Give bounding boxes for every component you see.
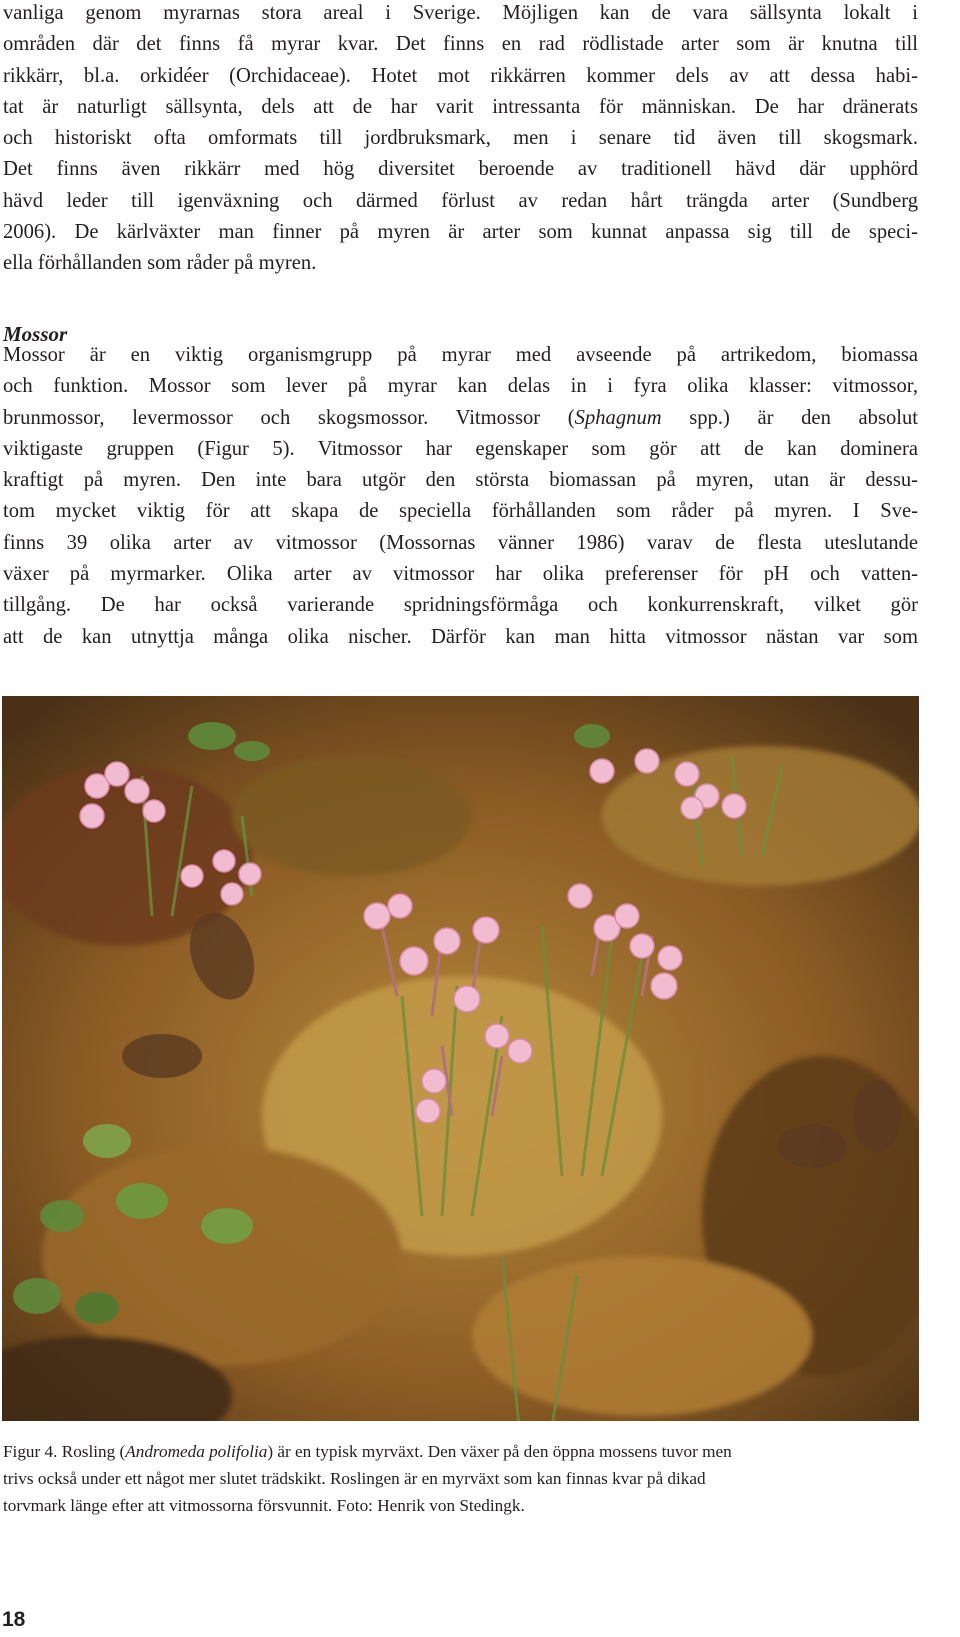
text-line: hävd leder till igenväxning och därmed förlust av redan hårt trängda arter (Sundberg: [3, 189, 918, 212]
text-line: 2006). De kärlväxter man finner på myren är arter som kunnat anpassa sig till de speci-: [3, 221, 918, 244]
body-paragraph-1: [3, 0, 918, 280]
text-line: brunmossor, levermossor och skogsmossor. Vitmossor (Sphagnum spp.) är den absolut: [3, 406, 918, 429]
text-line: finns 39 olika arter av vitmossor (Mossornas vänner 1986) varav de flesta uteslutande: [3, 531, 918, 554]
text-line: Det finns även rikkärr med hög diversitet beroende av traditionell hävd där upphörd: [3, 158, 918, 181]
figure-caption: Figur 4. Rosling (Andromeda polifolia) är en typisk myrväxt. Den växer på den öppna mossens tuvor men trivs också under ett något mer slutet trädskikt. Roslingen är en myrväxt som kan finnas kvar på dikad torvmark länge efter att vitmossorna försvunnit. Foto: Henrik von Stedingk.: [3, 1442, 732, 1515]
page-number: 18: [2, 1608, 26, 1631]
text-line: områden där det finns få myrar kvar. Det finns en rad rödlistade arter som är knutna till: [3, 33, 918, 56]
text-line: vanliga genom myrarnas stora areal i Sverige. Möjligen kan de vara sällsynta lokalt i: [3, 2, 918, 24]
text-line: och historiskt ofta omformats till jordbruksmark, men i senare tid även till skogsmark.: [3, 127, 918, 150]
text-line: och funktion. Mossor som lever på myrar kan delas in i fyra olika klasser: vitmossor,: [3, 375, 918, 398]
body-paragraph-2: [3, 340, 918, 653]
text-line: kraftigt på myren. Den inte bara utgör den största biomassan på myren, utan är dessu-: [3, 469, 918, 492]
text-line: Mossor är en viktig organismgrupp på myrar med avseende på artrikedom, biomassa: [3, 344, 918, 366]
text-line: växer på myrmarker. Olika arter av vitmossor har olika preferenser för pH och vatten-: [3, 563, 918, 586]
genus-name: Sphagnum: [574, 406, 662, 429]
species-name: Andromeda polifolia: [125, 1442, 268, 1461]
section-heading: Mossor: [3, 322, 68, 346]
text-line: ella förhållanden som råder på myren.: [3, 252, 317, 275]
text-line: tom mycket viktig för att skapa de speciella förhållanden som råder på myren. I Sve-: [3, 500, 918, 523]
figure-photo-rosling: [2, 696, 919, 1421]
text-line: att de kan utnyttja många olika nischer. Därför kan man hitta vitmossor nästan var som: [3, 625, 918, 648]
text-line: viktigaste gruppen (Figur 5). Vitmossor har egenskaper som gör att de kan dominera: [3, 437, 918, 460]
text-line: tillgång. De har också varierande spridningsförmåga och konkurrenskraft, vilket gör: [3, 594, 918, 617]
text-line: tat är naturligt sällsynta, dels att de har varit intressanta för människan. De har dränerats: [3, 95, 918, 118]
text-line: rikkärr, bl.a. orkidéer (Orchidaceae). Hotet mot rikkärren kommer dels av att dessa habi-: [3, 64, 918, 87]
